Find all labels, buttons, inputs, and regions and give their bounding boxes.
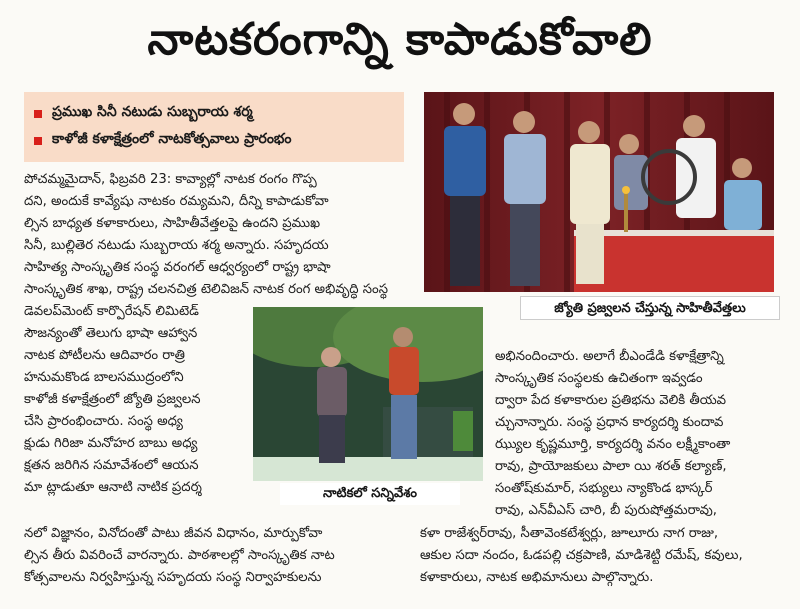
headline: నాటకరంగాన్ని కాపాడుకోవాలి [147, 14, 653, 65]
article-line: సౌజన్యంతో తెలుగు భాషా ఆహ్వాన [24, 326, 198, 341]
article-line: హనుమకొండ బాలసముద్రంలోని [24, 370, 184, 385]
article-line: సాంస్కృతిక శాఖ, రాష్ట్ర చలనచిత్ర టెలివిజన్ నాటక రంగ అభివృద్ధి సంస్థ [24, 282, 388, 297]
article-line: కళా రాజేశ్వర్‌రావు, సీతావెంకటేశ్వర్లు, జూలూరు నాగ రాజు, [420, 526, 719, 541]
article-line: ఝ్యుల కృష్ణమూర్తి, కార్యదర్శి వనం లక్ష్మీకాంతా [495, 437, 731, 452]
article-line: రావు, ప్రాయోజకులు పాలా యి శరత్ కల్యాణ్, [495, 459, 727, 474]
article-line: ద్వారా పేద కళాకారుల ప్రతిభను వెలికి తీయవ [495, 393, 727, 408]
article-line: ల్సిన తీరు వివరించే వారన్నారు. పాఠశాలల్లో సాంస్కృతిక నాట [24, 548, 335, 563]
article-column-1-bottom [24, 523, 424, 589]
red-square-bullet-icon [34, 137, 42, 145]
article-line: క్షతన జరిగిన సమావేశంలో ఆయన [24, 458, 199, 473]
article-line: సాంస్కృతిక సంస్థలకు ఉచితంగా ఇవ్వడం [495, 371, 703, 386]
red-square-bullet-icon [34, 110, 42, 118]
highlight-text: ప్రముఖ సినీ నటుడు సుబ్బరాయ శర్మ [52, 104, 253, 120]
article-line: కళాకారులు, నాటక అభిమానులు పాల్గొన్నారు. [420, 570, 654, 585]
article-line: అభినందించారు. అలాగే బీఎండేడి కళాక్షేత్రాన్ని [495, 349, 724, 364]
article-line: ఆకుల సదా నందం, ఓడపల్లి చక్రపాణి, మాడిశెట్టి రమేష్, కవులు, [420, 548, 743, 563]
article-column-2 [495, 346, 780, 522]
article-line: నాటక పోటీలను ఆదివారం రాత్రి [24, 348, 185, 363]
article-line: రావు, ఎన్‌వీఎస్ చారి, బీ పురుషోత్తమరావు, [495, 503, 717, 518]
article-line: మా ట్లాడుతూ ఆనాటి నాటిక ప్రదర్శ [24, 480, 202, 495]
article-line: సినీ, బుల్లితెర నటుడు సుబ్బరాయ శర్మ అన్నారు. సహృదయ [24, 238, 329, 253]
lamp-lighting-photo [424, 92, 774, 292]
article-column-1 [24, 169, 409, 499]
highlight-item [34, 100, 394, 127]
article-line: సాహిత్య సాంస్కృతిక సంస్థ వరంగల్ ఆధ్వర్యంలో రాష్ట్ర భాషా [24, 260, 331, 275]
article-line: దని, అందుకే కావ్యేషు నాటకం రమ్యమని, దీన్ని కాపాడుకోవా [24, 194, 329, 209]
article-line: చ్చునాన్నారు. సంస్థ ప్రధాన కార్యదర్శి కుందావ [495, 415, 724, 430]
photo-caption-play-scene: నాటికలో సన్నివేశం [280, 483, 460, 505]
highlight-item [34, 127, 394, 154]
article-line: కాళోజీ కళాక్షేత్రంలో జ్యోతి ప్రజ్వలన [24, 392, 201, 407]
article-line: కోత్సవాలను నిర్వహిస్తున్న సహృదయ సంస్థ నిర్వాహకులను [24, 570, 322, 585]
highlight-text: కాళోజీ కళాక్షేత్రంలో నాటకోత్సవాలు ప్రారంభం [52, 131, 292, 147]
article-line: డెవలప్‌మెంట్ కార్పొరేషన్ లిమిటెడ్ [24, 304, 199, 319]
article-line: సంతోష్‌కుమార్, సభ్యులు న్యాకొండ భాస్కర్ [495, 481, 713, 496]
article-line: నలో విజ్ఞానం, వినోదంతో పాటు జీవన విధానం, మార్పుకోవా [24, 526, 323, 541]
article-line: ల్సిన బాధ్యత కళాకారులు, సాహితీవేత్తలపై ఉందని ప్రముఖ [24, 216, 321, 231]
article-line: పోచమ్మమైదాన్, ఫిబ్రవరి 23: కావ్యాల్లో నాటక రంగం గొప్ప [24, 172, 317, 187]
highlights-box [24, 92, 404, 162]
article-line: చేసి ప్రారంభించారు. సంస్థ అధ్య [24, 414, 183, 429]
photo-caption-lamp-lighting: జ్యోతి ప్రజ్వలన చేస్తున్న సాహితీవేత్తలు [520, 296, 780, 320]
article-column-2-bottom [420, 523, 780, 589]
article-line: క్షుడు గిరిజా మనోహర బాబు అధ్య [24, 436, 198, 451]
